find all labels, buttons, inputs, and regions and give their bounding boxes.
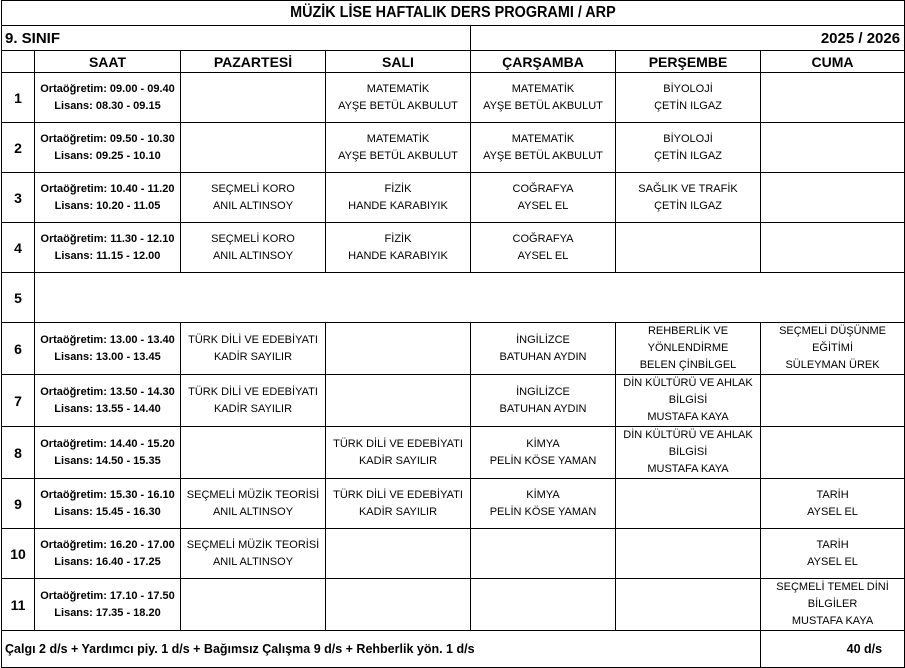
lesson-cell-sali (326, 529, 471, 579)
period-number: 7 (2, 375, 35, 427)
header-carsamba: ÇARŞAMBA (471, 51, 616, 73)
period-time (35, 427, 181, 479)
time-secondary: Ortaöğretim: 14.40 - 15.20 (40, 437, 175, 450)
lesson-cell-cuma (761, 123, 905, 173)
break-span (35, 273, 905, 323)
table-row (2, 427, 905, 479)
lesson-line: COĞRAFYA (512, 182, 574, 195)
lesson-line: DİN KÜLTÜRÜ VE AHLAK (623, 429, 753, 441)
lesson-line: SEÇMELİ KORO (211, 182, 295, 195)
lesson-cell-carsamba (471, 73, 616, 123)
lesson-line: BİYOLOJİ (663, 82, 713, 95)
time-secondary: Ortaöğretim: 16.20 - 17.00 (40, 538, 175, 551)
lesson-cell-cuma (761, 579, 905, 631)
lesson-cell-carsamba (471, 427, 616, 479)
time-secondary: Ortaöğretim: 15.30 - 16.10 (40, 488, 175, 501)
lesson-line: MATEMATİK (366, 82, 430, 95)
header-pazartesi: PAZARTESİ (181, 51, 326, 73)
lesson-line: ÇETİN ILGAZ (654, 199, 722, 212)
period-number: 3 (2, 173, 35, 223)
period-time (35, 529, 181, 579)
lesson-line: İNGİLİZCE (516, 333, 570, 346)
lesson-line: BELEN ÇİNBİLGEL (639, 359, 737, 371)
header-sali: SALI (326, 51, 471, 73)
lesson-line: AYŞE BETÜL AKBULUT (483, 99, 603, 112)
lesson-cell-sali (326, 123, 471, 173)
lesson-line: MUSTAFA KAYA (647, 411, 729, 423)
lesson-line: SÜLEYMAN ÜREK (785, 359, 880, 371)
lesson-line: BİLGİSİ (668, 394, 708, 406)
lesson-line: FİZİK (384, 182, 412, 195)
table-row (2, 223, 905, 273)
period-number: 4 (2, 223, 35, 273)
lesson-cell-cuma (761, 223, 905, 273)
lesson-cell-persembe (616, 579, 761, 631)
lesson-line: KİMYA (526, 488, 560, 501)
lesson-cell-pazartesi (181, 223, 326, 273)
lesson-line: AYSEL EL (807, 505, 858, 518)
lesson-line: BİLGİLER (807, 598, 858, 610)
period-number: 1 (2, 73, 35, 123)
lesson-line: BİYOLOJİ (663, 132, 713, 145)
time-bachelor: Lisans: 08.30 - 09.15 (54, 99, 161, 112)
lesson-line: MUSTAFA KAYA (791, 615, 874, 627)
page-title: MÜZİK LİSE HAFTALIK DERS PROGRAMI / ARP (2, 1, 905, 26)
time-bachelor: Lisans: 10.20 - 11.05 (54, 199, 161, 212)
period-number: 2 (2, 123, 35, 173)
lesson-cell-persembe (616, 123, 761, 173)
lesson-line: KİMYA (526, 437, 560, 450)
lesson-line: BATUHAN AYDIN (499, 350, 587, 363)
lesson-line: PELİN KÖSE YAMAN (489, 454, 597, 467)
lesson-line: TÜRK DİLİ VE EDEBİYATI (188, 385, 318, 398)
lesson-line: BATUHAN AYDIN (499, 402, 587, 415)
lesson-line: MUSTAFA KAYA (647, 463, 729, 475)
period-time (35, 223, 181, 273)
period-time (35, 375, 181, 427)
lesson-cell-pazartesi (181, 579, 326, 631)
lesson-line: ANIL ALTINSOY (212, 505, 294, 518)
period-number: 8 (2, 427, 35, 479)
lesson-line: ANIL ALTINSOY (212, 199, 294, 212)
time-secondary: Ortaöğretim: 17.10 - 17.50 (40, 589, 175, 602)
time-bachelor: Lisans: 15.45 - 16.30 (54, 505, 161, 518)
lesson-line: SAĞLIK VE TRAFİK (638, 182, 738, 195)
lesson-line: COĞRAFYA (512, 232, 574, 245)
lesson-cell-persembe (616, 375, 761, 427)
lesson-line: KADİR SAYILIR (358, 454, 438, 467)
lesson-cell-sali (326, 479, 471, 529)
class-label: 9. SINIF (2, 26, 471, 51)
table-row (2, 579, 905, 631)
table-row (2, 529, 905, 579)
lesson-cell-cuma (761, 173, 905, 223)
lesson-line: SEÇMELİ TEMEL DİNİ (776, 581, 889, 593)
lesson-line: SEÇMELİ MÜZİK TEORİSİ (186, 488, 320, 501)
table-row (2, 375, 905, 427)
footer-summary: Çalgı 2 d/s + Yardımcı piy. 1 d/s + Bağımsız Çalışma 9 d/s + Rehberlik yön. 1 d/s (2, 631, 761, 668)
time-secondary: Ortaöğretim: 13.50 - 14.30 (40, 385, 175, 398)
lesson-line: TÜRK DİLİ VE EDEBİYATI (333, 437, 463, 450)
table-row (2, 173, 905, 223)
lesson-cell-pazartesi (181, 73, 326, 123)
lesson-cell-pazartesi (181, 123, 326, 173)
lesson-line: SEÇMELİ DÜŞÜNME (779, 325, 887, 337)
lesson-line: AYŞE BETÜL AKBULUT (338, 99, 458, 112)
lesson-line: ANIL ALTINSOY (212, 555, 294, 568)
time-secondary: Ortaöğretim: 10.40 - 11.20 (40, 182, 175, 195)
lesson-cell-cuma (761, 529, 905, 579)
lesson-line: AYSEL EL (517, 199, 569, 212)
lesson-line: YÖNLENDİRME (647, 342, 729, 354)
time-bachelor: Lisans: 09.25 - 10.10 (54, 149, 161, 162)
table-row (2, 323, 905, 375)
period-time (35, 73, 181, 123)
lesson-line: MATEMATİK (366, 132, 430, 145)
period-number: 5 (2, 273, 35, 323)
lesson-cell-persembe (616, 173, 761, 223)
lesson-line: AYŞE BETÜL AKBULUT (338, 149, 458, 162)
school-year: 2025 / 2026 (471, 26, 905, 51)
lesson-line: KADİR SAYILIR (358, 505, 438, 518)
lesson-cell-persembe (616, 529, 761, 579)
footer-total: 40 d/s (761, 631, 905, 668)
lesson-cell-carsamba (471, 223, 616, 273)
lesson-cell-carsamba (471, 123, 616, 173)
lesson-cell-cuma (761, 427, 905, 479)
lesson-line: HANDE KARABIYIK (348, 249, 448, 262)
lesson-cell-pazartesi (181, 479, 326, 529)
lesson-cell-carsamba (471, 375, 616, 427)
period-time (35, 479, 181, 529)
header-cuma: CUMA (761, 51, 905, 73)
time-bachelor: Lisans: 14.50 - 15.35 (54, 454, 161, 467)
lesson-line: SEÇMELİ MÜZİK TEORİSİ (186, 538, 320, 551)
period-time (35, 123, 181, 173)
period-time (35, 579, 181, 631)
lesson-cell-carsamba (471, 173, 616, 223)
time-bachelor: Lisans: 13.55 - 14.40 (54, 402, 161, 415)
period-number: 6 (2, 323, 35, 375)
period-time (35, 323, 181, 375)
lesson-line: AYSEL EL (517, 249, 569, 262)
lesson-line: AYSEL EL (807, 555, 858, 568)
time-secondary: Ortaöğretim: 09.50 - 10.30 (40, 132, 175, 145)
lesson-cell-persembe (616, 323, 761, 375)
lesson-line: TARİH (816, 538, 849, 551)
lesson-line: TARİH (816, 488, 849, 501)
lesson-line: DİN KÜLTÜRÜ VE AHLAK (623, 377, 753, 389)
time-bachelor: Lisans: 11.15 - 12.00 (54, 249, 161, 262)
lesson-cell-sali (326, 73, 471, 123)
table-row (2, 479, 905, 529)
lesson-line: TÜRK DİLİ VE EDEBİYATI (333, 488, 463, 501)
lesson-cell-carsamba (471, 529, 616, 579)
header-blank (2, 51, 35, 73)
lesson-cell-carsamba (471, 579, 616, 631)
lesson-cell-sali (326, 323, 471, 375)
lesson-line: ÇETİN ILGAZ (654, 99, 722, 112)
lesson-cell-cuma (761, 479, 905, 529)
lesson-line: EĞİTİMİ (812, 342, 854, 354)
lesson-line: BİLGİSİ (668, 446, 708, 458)
lesson-line: MATEMATİK (511, 82, 575, 95)
lesson-line: REHBERLİK VE (647, 325, 729, 337)
lesson-line: ANIL ALTINSOY (212, 249, 294, 262)
period-number: 11 (2, 579, 35, 631)
lesson-cell-persembe (616, 73, 761, 123)
lesson-line: TÜRK DİLİ VE EDEBİYATI (188, 333, 318, 346)
lesson-cell-persembe (616, 427, 761, 479)
lesson-line: SEÇMELİ KORO (211, 232, 295, 245)
lesson-cell-carsamba (471, 323, 616, 375)
time-bachelor: Lisans: 16.40 - 17.25 (54, 555, 161, 568)
lesson-cell-sali (326, 173, 471, 223)
period-time (35, 173, 181, 223)
lesson-line: KADİR SAYILIR (213, 402, 293, 415)
lesson-cell-persembe (616, 223, 761, 273)
lesson-cell-pazartesi (181, 427, 326, 479)
lesson-cell-sali (326, 223, 471, 273)
column-header-row (2, 51, 905, 73)
lesson-cell-sali (326, 375, 471, 427)
lesson-line: PELİN KÖSE YAMAN (489, 505, 597, 518)
lesson-cell-carsamba (471, 479, 616, 529)
lesson-cell-cuma (761, 73, 905, 123)
lesson-cell-pazartesi (181, 323, 326, 375)
lesson-cell-cuma (761, 323, 905, 375)
lesson-cell-cuma (761, 375, 905, 427)
lesson-cell-sali (326, 579, 471, 631)
lesson-line: MATEMATİK (511, 132, 575, 145)
time-bachelor: Lisans: 13.00 - 13.45 (54, 350, 161, 363)
lesson-line: HANDE KARABIYIK (348, 199, 448, 212)
time-secondary: Ortaöğretim: 11.30 - 12.10 (40, 232, 175, 245)
header-saat: SAAT (35, 51, 181, 73)
header-persembe: PERŞEMBE (616, 51, 761, 73)
lesson-line: KADİR SAYILIR (213, 350, 293, 363)
lesson-line: AYŞE BETÜL AKBULUT (483, 149, 603, 162)
time-secondary: Ortaöğretim: 13.00 - 13.40 (40, 333, 175, 346)
period-number: 10 (2, 529, 35, 579)
period-number: 9 (2, 479, 35, 529)
schedule-table (1, 0, 905, 668)
table-row (2, 73, 905, 123)
lesson-cell-persembe (616, 479, 761, 529)
lesson-line: FİZİK (384, 232, 412, 245)
lesson-cell-pazartesi (181, 529, 326, 579)
lesson-cell-pazartesi (181, 375, 326, 427)
lesson-cell-sali (326, 427, 471, 479)
lesson-line: İNGİLİZCE (516, 385, 570, 398)
lesson-cell-pazartesi (181, 173, 326, 223)
time-bachelor: Lisans: 17.35 - 18.20 (54, 606, 161, 619)
break-row (2, 273, 905, 323)
time-secondary: Ortaöğretim: 09.00 - 09.40 (40, 82, 175, 95)
lesson-line: ÇETİN ILGAZ (654, 149, 722, 162)
table-row (2, 123, 905, 173)
